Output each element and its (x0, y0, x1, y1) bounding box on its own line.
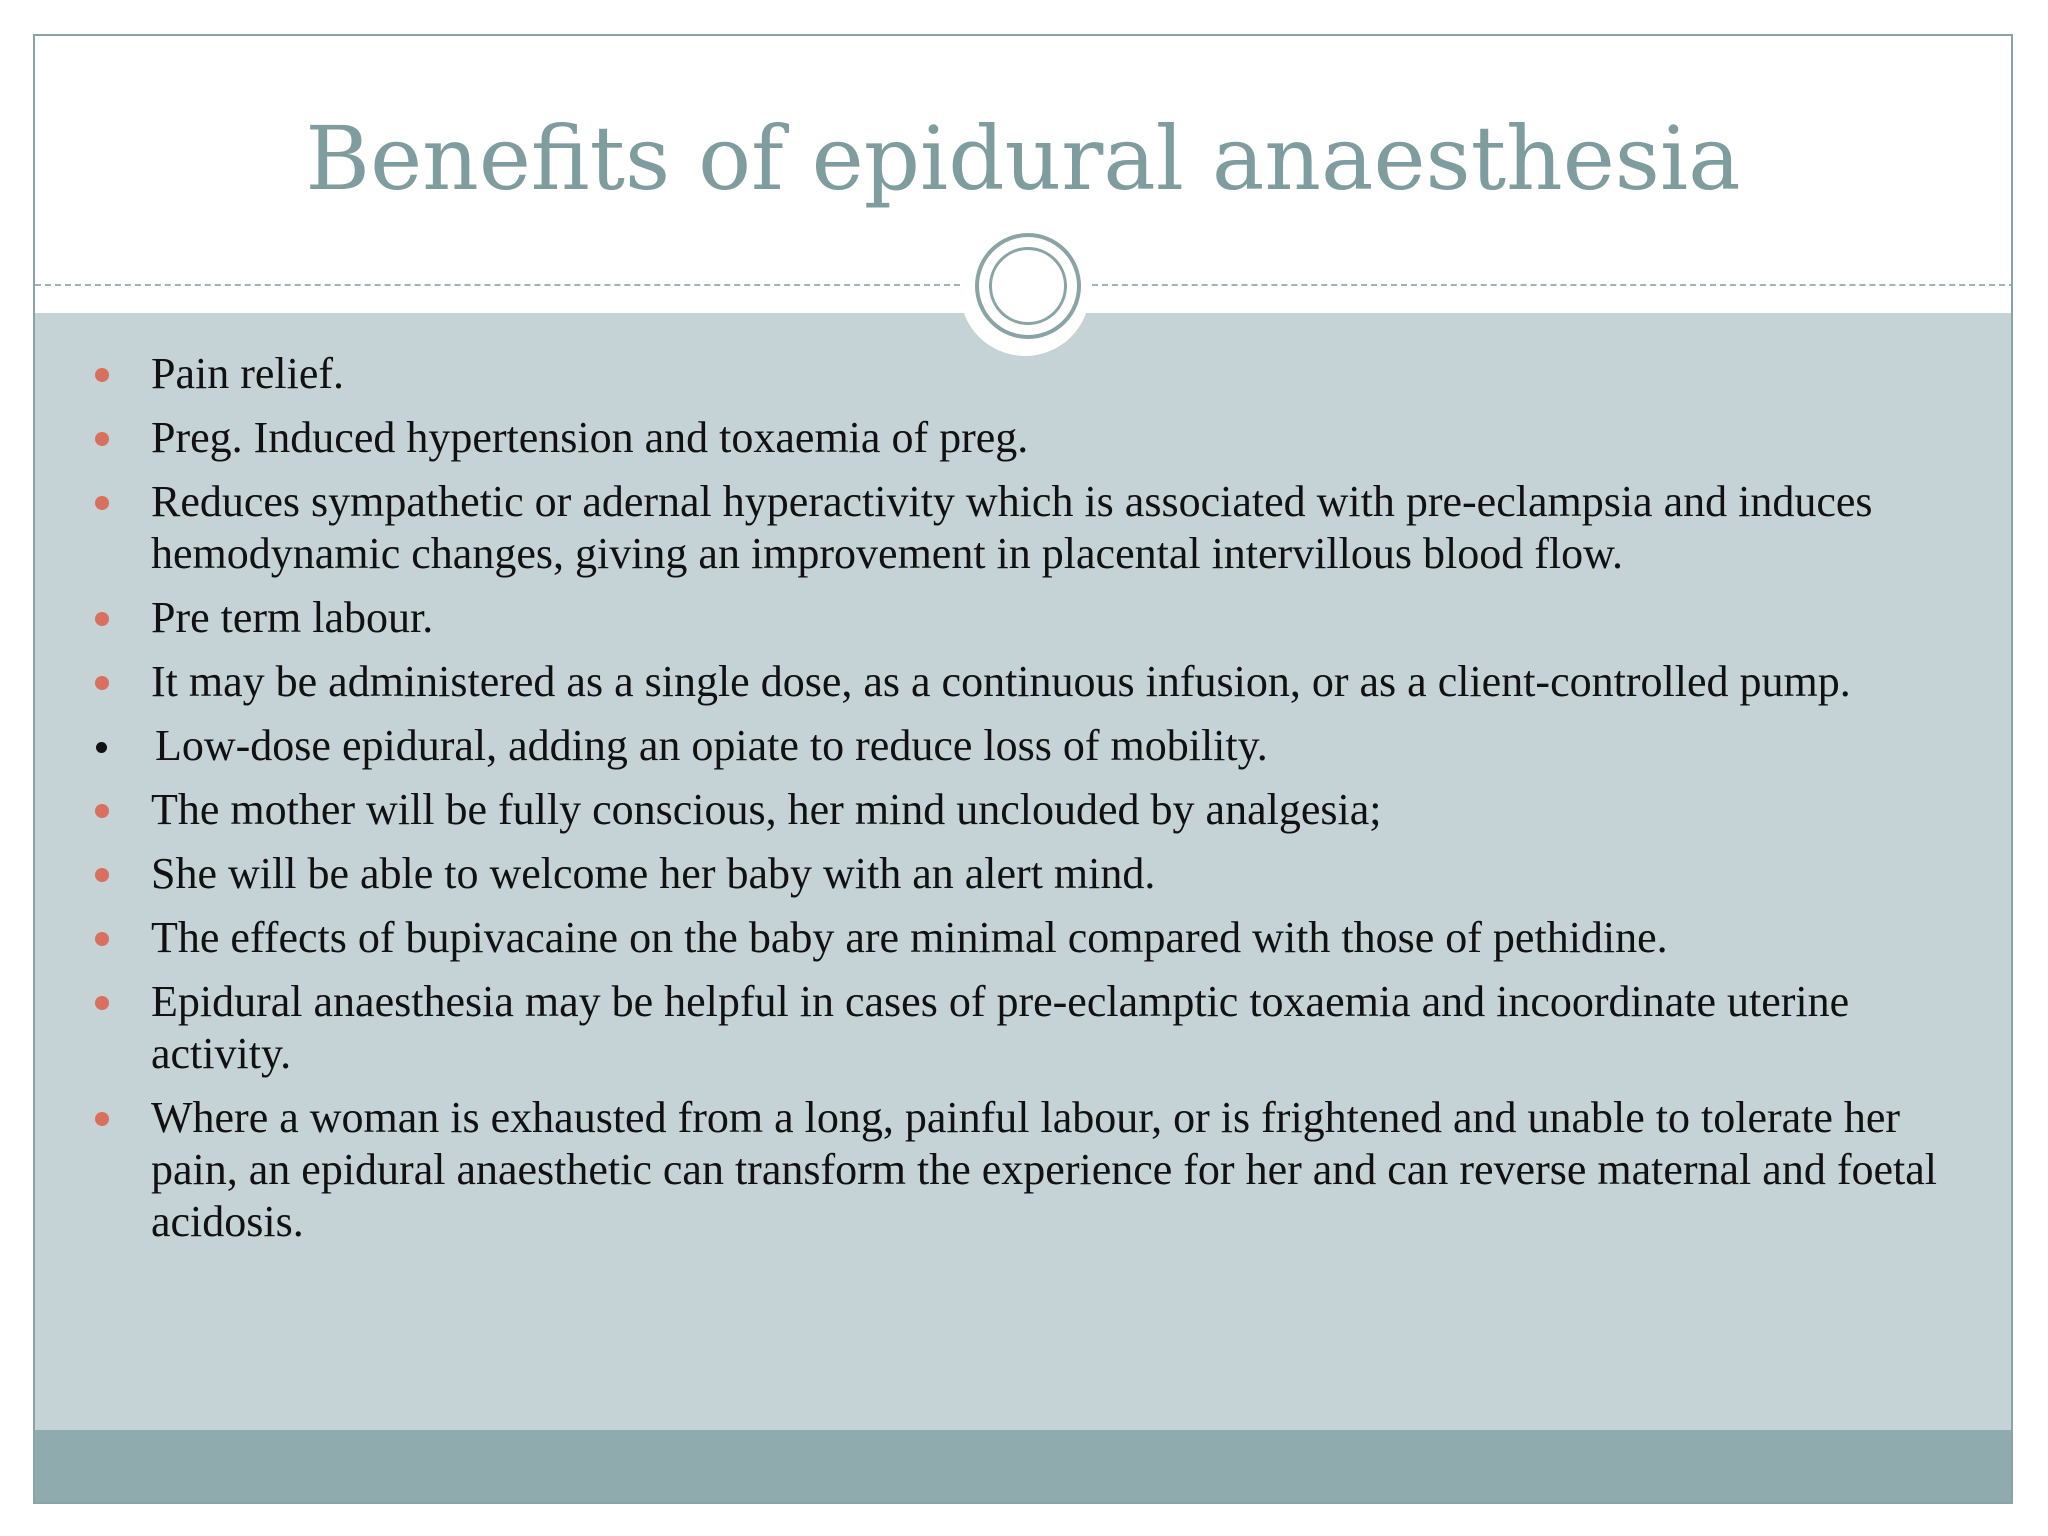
bullet-dot-icon (95, 1112, 109, 1126)
slide (33, 34, 2013, 1504)
bullet-item (35, 348, 2013, 400)
bullet-text: Preg. Induced hypertension and toxaemia of preg. (151, 413, 1029, 462)
bullet-text: Pain relief. (151, 349, 345, 398)
bullet-item (35, 848, 2013, 900)
bullet-text: She will be able to welcome her baby with an alert mind. (151, 849, 1156, 898)
bullet-text: Reduces sympathetic or adernal hyperactivity which is associated with pre-eclampsia and induces hemodynamic changes, giving an improvement in placental intervillous blood flow. (151, 477, 1873, 578)
bullet-item (35, 476, 2013, 580)
bullet-dot-icon (95, 368, 109, 382)
title-divider-right (1092, 284, 2013, 286)
bullet-dot-icon (95, 496, 109, 510)
bullet-item (35, 976, 2013, 1080)
bullet-item (35, 912, 2013, 964)
bullet-text: It may be administered as a single dose, as a continuous infusion, or as a client-controlled pump. (151, 657, 1851, 706)
slide-title: Benefits of epidural anaesthesia (305, 107, 1741, 210)
bullet-text: The effects of bupivacaine on the baby are minimal compared with those of pethidine. (151, 913, 1668, 962)
bullet-dot-icon (95, 432, 109, 446)
circle-ornament-icon (975, 233, 1081, 339)
bullet-item (35, 720, 2013, 772)
footer-band (35, 1430, 2011, 1504)
bullet-item (35, 656, 2013, 708)
bullet-item (35, 784, 2013, 836)
bullet-dot-icon (95, 996, 109, 1010)
title-divider-left (35, 284, 960, 286)
bullet-text: Epidural anaesthesia may be helpful in cases of pre-eclamptic toxaemia and incoordinate uterine activity. (151, 977, 1850, 1078)
bullet-item (35, 592, 2013, 644)
bullet-text: The mother will be fully conscious, her mind unclouded by analgesia; (151, 785, 1382, 834)
bullet-item (35, 412, 2013, 464)
bullet-dot-icon (95, 932, 109, 946)
bullet-text: Low-dose epidural, adding an opiate to reduce loss of mobility. (155, 721, 1268, 770)
bullet-dot-icon (95, 676, 109, 690)
bullet-text: Where a woman is exhausted from a long, painful labour, or is frightened and unable to tolerate her pain, an epidural anaesthetic can transform the experience for her and can reverse maternal and foetal acidosis. (151, 1093, 1937, 1246)
bullet-dot-icon (95, 868, 109, 882)
circle-ornament-inner (989, 247, 1067, 325)
bullet-dot-black-icon (96, 742, 107, 753)
bullet-dot-icon (95, 804, 109, 818)
bullet-text: Pre term labour. (151, 593, 434, 642)
bullet-list (35, 348, 2013, 1260)
bullet-item (35, 1092, 2013, 1248)
bullet-dot-icon (95, 612, 109, 626)
